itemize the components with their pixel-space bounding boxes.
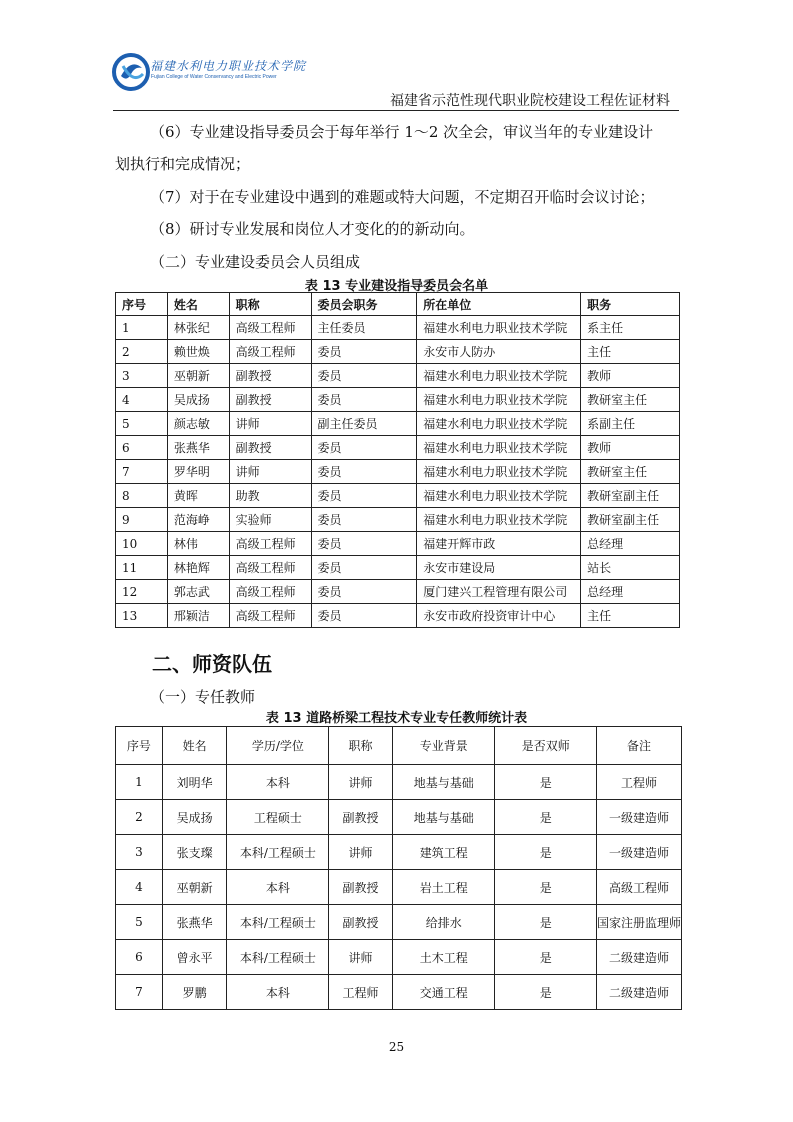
table-cell: 高级工程师 [229,316,311,340]
table-cell: 6 [116,940,163,975]
table-cell: 委员 [311,580,417,604]
table-cell: 曾永平 [162,940,227,975]
table-cell: 1 [116,316,168,340]
table-cell: 总经理 [581,580,680,604]
paragraph-item-6: （6）专业建设指导委员会于每年举行 1～2 次全会，审议当年的专业建设计 [150,123,654,141]
table-row [116,835,682,870]
table-cell: 福建水利电力职业技术学院 [417,484,581,508]
logo-text: 福建水利电力职业技术学院 [150,59,307,73]
table-cell: 系副主任 [581,412,680,436]
table-cell: 教研室副主任 [581,508,680,532]
table-row [116,905,682,940]
table-row [116,604,680,628]
table-cell: 委员 [311,532,417,556]
table-cell: 张支璨 [162,835,227,870]
committee-table [115,292,680,628]
table-cell: 委员 [311,436,417,460]
table-cell: 副教授 [329,905,393,940]
column-header: 姓名 [162,727,227,765]
table-cell: 颜志敏 [167,412,229,436]
table-cell: 高级工程师 [229,340,311,364]
table-cell: 郭志武 [167,580,229,604]
table-cell: 国家注册监理师 [596,905,681,940]
table-cell: 主任 [581,604,680,628]
paragraph-item-7: （7）对于在专业建设中遇到的难题或特大问题，不定期召开临时会议讨论； [150,188,655,206]
table-cell: 范海峥 [167,508,229,532]
table-cell: 永安市建设局 [417,556,581,580]
table-cell: 副教授 [329,870,393,905]
table-cell: 2 [116,340,168,364]
table-row [116,484,680,508]
table-cell: 高级工程师 [229,604,311,628]
table-row [116,940,682,975]
table-cell: 委员 [311,508,417,532]
column-header: 职务 [581,293,680,316]
table-cell: 讲师 [229,460,311,484]
section-heading-faculty: 二、师资队伍 [152,652,272,676]
column-header: 所在单位 [417,293,581,316]
table-cell: 9 [116,508,168,532]
table-cell: 二级建造师 [596,940,681,975]
column-header: 学历/学位 [227,727,329,765]
table-cell: 教师 [581,436,680,460]
table-cell: 交通工程 [392,975,495,1010]
table-cell: 是 [495,800,596,835]
table-cell: 是 [495,905,596,940]
table-cell: 是 [495,765,596,800]
table-cell: 福建水利电力职业技术学院 [417,316,581,340]
column-header: 专业背景 [392,727,495,765]
table-row [116,316,680,340]
table-cell: 6 [116,436,168,460]
table-cell: 4 [116,870,163,905]
table-cell: 福建水利电力职业技术学院 [417,436,581,460]
table-cell: 福建水利电力职业技术学院 [417,460,581,484]
header-divider [113,110,679,111]
table-row [116,580,680,604]
table-cell: 土木工程 [392,940,495,975]
logo-subtext: Fujian College of Water Conservancy and Electric Power [151,74,277,80]
table-cell: 高级工程师 [229,532,311,556]
table-cell: 巫朝新 [167,364,229,388]
table-cell: 本科/工程硕士 [227,835,329,870]
table-cell: 二级建造师 [596,975,681,1010]
table-cell: 本科/工程硕士 [227,905,329,940]
table-cell: 副教授 [229,388,311,412]
table-cell: 主任 [581,340,680,364]
table-cell: 林艳辉 [167,556,229,580]
table-cell: 林伟 [167,532,229,556]
table-cell: 系主任 [581,316,680,340]
table-cell: 3 [116,835,163,870]
table-cell: 是 [495,870,596,905]
table-cell: 张燕华 [162,905,227,940]
table-cell: 总经理 [581,532,680,556]
column-header: 职称 [229,293,311,316]
table-cell: 讲师 [329,835,393,870]
table-cell: 给排水 [392,905,495,940]
table-cell: 副主任委员 [311,412,417,436]
table-cell: 工程师 [329,975,393,1010]
table-cell: 教研室副主任 [581,484,680,508]
column-header: 序号 [116,727,163,765]
table-cell: 福建开辉市政 [417,532,581,556]
table-cell: 福建水利电力职业技术学院 [417,364,581,388]
paragraph-item-8: （8）研讨专业发展和岗位人才变化的的新动向。 [150,220,475,238]
table-cell: 委员 [311,556,417,580]
table-cell: 建筑工程 [392,835,495,870]
column-header: 姓名 [167,293,229,316]
table-cell: 教研室主任 [581,388,680,412]
table-row [116,412,680,436]
table-row [116,532,680,556]
table-cell: 是 [495,975,596,1010]
column-header: 序号 [116,293,168,316]
table-cell: 高级工程师 [229,556,311,580]
table-cell: 吴成扬 [162,800,227,835]
table-cell: 福建水利电力职业技术学院 [417,412,581,436]
table-cell: 主任委员 [311,316,417,340]
table-row [116,556,680,580]
table-cell: 地基与基础 [392,765,495,800]
table-cell: 刘明华 [162,765,227,800]
table-cell: 委员 [311,364,417,388]
table-cell: 委员 [311,604,417,628]
table-cell: 地基与基础 [392,800,495,835]
table-cell: 罗鹏 [162,975,227,1010]
table-cell: 张燕华 [167,436,229,460]
table-cell: 5 [116,905,163,940]
table-cell: 委员 [311,460,417,484]
table-row [116,508,680,532]
table-cell: 实验师 [229,508,311,532]
table-cell: 13 [116,604,168,628]
table-cell: 副教授 [229,436,311,460]
table-cell: 讲师 [329,765,393,800]
table-cell: 8 [116,484,168,508]
table-cell: 一级建造师 [596,800,681,835]
table-row [116,800,682,835]
table-row [116,765,682,800]
table-row [116,340,680,364]
table-cell: 7 [116,460,168,484]
column-header: 备注 [596,727,681,765]
table-cell: 副教授 [229,364,311,388]
header-title: 福建省示范性现代职业院校建设工程佐证材料 [390,93,670,109]
table-row [116,870,682,905]
table-cell: 11 [116,556,168,580]
table-cell: 福建水利电力职业技术学院 [417,388,581,412]
table-cell: 10 [116,532,168,556]
table-cell: 巫朝新 [162,870,227,905]
table-header-row [116,727,682,765]
table-cell: 3 [116,364,168,388]
table-cell: 7 [116,975,163,1010]
column-header: 职称 [329,727,393,765]
page-number: 25 [388,1040,405,1054]
table-cell: 本科/工程硕士 [227,940,329,975]
table-cell: 一级建造师 [596,835,681,870]
table-cell: 教师 [581,364,680,388]
table-cell: 工程师 [596,765,681,800]
table-cell: 讲师 [329,940,393,975]
table-cell: 黄晖 [167,484,229,508]
table-cell: 林张纪 [167,316,229,340]
table2-caption: 表 13 道路桥梁工程技术专业专任教师统计表 [265,711,528,726]
table-cell: 4 [116,388,168,412]
table-cell: 工程硕士 [227,800,329,835]
table-cell: 福建水利电力职业技术学院 [417,508,581,532]
column-header: 委员会职务 [311,293,417,316]
table1-caption: 表 13 专业建设指导委员会名单 [304,279,489,294]
table-cell: 12 [116,580,168,604]
subheading-full-time-teachers: （一）专任教师 [150,688,256,706]
teachers-table [115,726,682,1010]
table-cell: 罗华明 [167,460,229,484]
table-cell: 助教 [229,484,311,508]
table-cell: 邢颖洁 [167,604,229,628]
column-header: 是否双师 [495,727,596,765]
table-cell: 是 [495,835,596,870]
table-cell: 委员 [311,340,417,364]
table-cell: 高级工程师 [596,870,681,905]
table-cell: 委员 [311,484,417,508]
table-cell: 高级工程师 [229,580,311,604]
table-cell: 1 [116,765,163,800]
table-row [116,388,680,412]
table-cell: 副教授 [329,800,393,835]
table-cell: 本科 [227,975,329,1010]
table-row [116,460,680,484]
table-cell: 吴成扬 [167,388,229,412]
table-cell: 2 [116,800,163,835]
table-cell: 5 [116,412,168,436]
table-cell: 厦门建兴工程管理有限公司 [417,580,581,604]
table-cell: 本科 [227,870,329,905]
table-row [116,436,680,460]
table-cell: 委员 [311,388,417,412]
table-cell: 本科 [227,765,329,800]
table-cell: 赖世焕 [167,340,229,364]
table-cell: 永安市人防办 [417,340,581,364]
paragraph-item-6-continued: 划执行和完成情况； [115,155,251,173]
table-cell: 教研室主任 [581,460,680,484]
subheading-committee-members: （二）专业建设委员会人员组成 [150,253,361,271]
table-cell: 站长 [581,556,680,580]
table-row [116,364,680,388]
table-cell: 是 [495,940,596,975]
table-row [116,975,682,1010]
table-cell: 岩土工程 [392,870,495,905]
table-header-row [116,293,680,316]
table-cell: 永安市政府投资审计中心 [417,604,581,628]
table-cell: 讲师 [229,412,311,436]
